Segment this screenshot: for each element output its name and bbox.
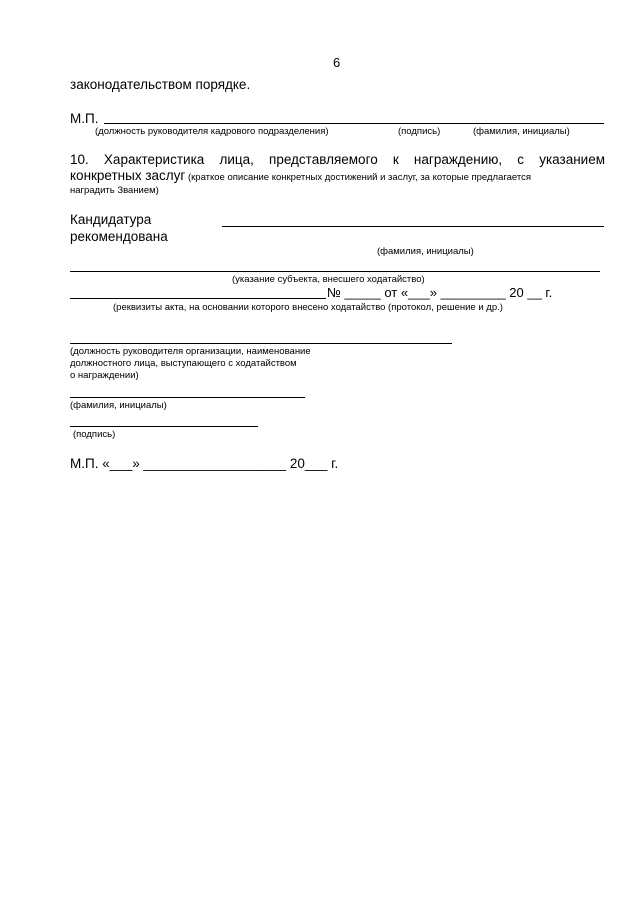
candidature-label-2: рекомендована [70,229,168,244]
page-number: 6 [333,55,341,70]
caption-official-2: должностного лица, выступающего с ходатайством [70,358,297,369]
caption-official-signature: (подпись) [73,429,116,440]
mp-label: М.П. [70,111,99,126]
section10-heading: 10. Характеристика лица, представляемого к награждению, с указанием [70,152,605,167]
candidature-label-1: Кандидатура [70,212,152,227]
section10-merits: конкретных заслуг [70,168,186,183]
section10-line3: наградить Званием) [70,185,159,196]
caption-act: (реквизиты акта, на основании которого внесено ходатайство (протокол, решение и др.) [113,302,503,313]
section10-line2 [70,167,605,185]
caption-hr-position: (должность руководителя кадрового подразделения) [95,126,329,137]
caption-official-name: (фамилия, инициалы) [70,400,167,411]
candidature-line [222,226,604,227]
candidature-caption-name: (фамилия, инициалы) [377,246,474,257]
caption-official-3: о награждении) [70,370,139,381]
final-mp: М.П. «___» ___________________ 20___ г. [70,456,339,471]
official-name-line [70,397,305,398]
caption-official-1: (должность руководителя организации, наименование [70,346,311,357]
act-number-date: № _____ от «___» _________ 20 __ г. [327,285,553,300]
official-signature-line [70,426,258,427]
mp-signature-line [104,123,604,124]
official-position-line [70,343,452,344]
caption-hr-name: (фамилия, инициалы) [473,126,570,137]
act-line [70,298,326,299]
section10-note: (краткое описание конкретных достижений и заслуг, за которые предлагается [185,172,532,183]
caption-subject: (указание субъекта, внесшего ходатайство) [232,274,425,285]
subject-line [70,271,600,272]
intro-text: законодательством порядке. [70,77,251,92]
caption-hr-signature: (подпись) [398,126,441,137]
